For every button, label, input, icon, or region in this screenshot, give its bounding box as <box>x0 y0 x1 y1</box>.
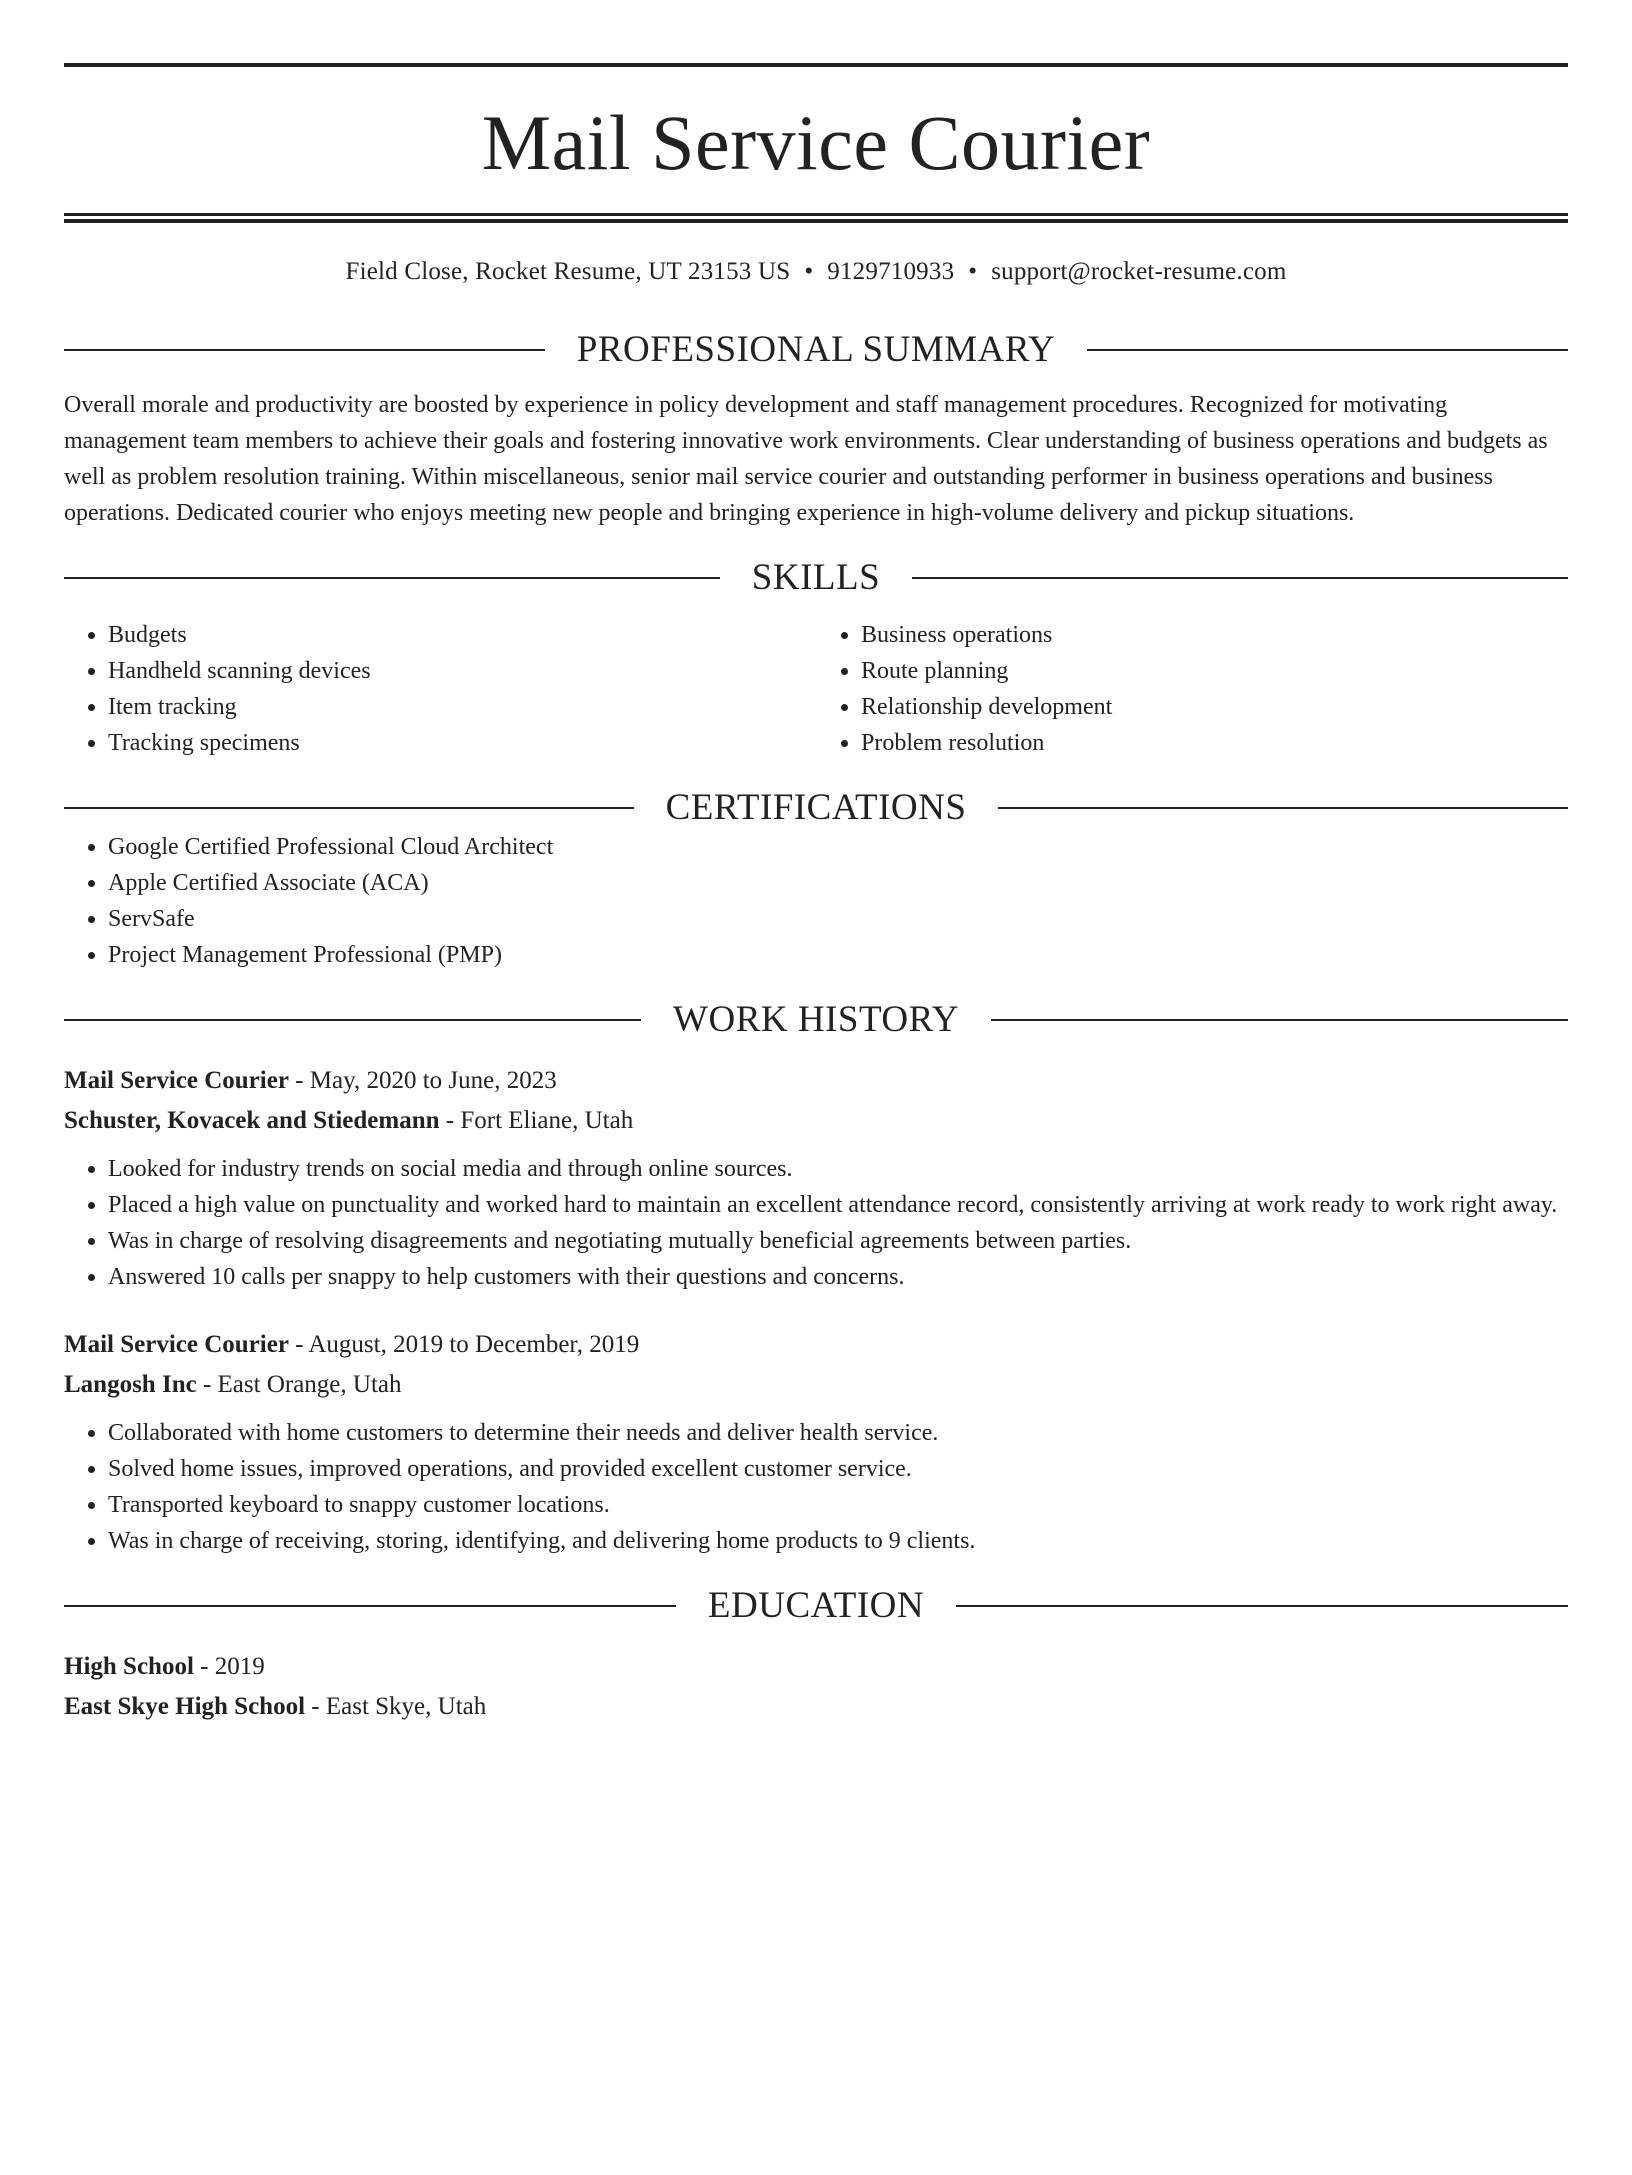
contact-phone: 9129710933 <box>827 258 955 285</box>
contact-separator: • <box>804 258 814 285</box>
skill-item: • Item tracking <box>108 689 815 725</box>
job-duty: • Looked for industry trends on social media and through online sources. <box>108 1151 1568 1187</box>
job-duties-list <box>64 1415 1568 1559</box>
job-role: Mail Service Courier <box>64 1067 289 1094</box>
job-title-line <box>64 1061 1568 1101</box>
candidate-name: Mail Service Courier <box>481 99 1151 186</box>
heading-rule-left <box>64 1605 676 1607</box>
education-entry <box>64 1647 1568 1727</box>
heading-rule-left <box>64 1019 641 1021</box>
certification-item: • Project Management Professional (PMP) <box>108 937 1568 973</box>
section-heading-work-history <box>64 999 1568 1041</box>
job-entry <box>64 1325 1568 1559</box>
section-title: EDUCATION <box>707 1585 925 1626</box>
certifications-list <box>64 829 1568 973</box>
job-company-line <box>64 1365 1568 1405</box>
certification-item: • Google Certified Professional Cloud Architect <box>108 829 1568 865</box>
section-title: PROFESSIONAL SUMMARY <box>576 329 1056 370</box>
skill-item: • Relationship development <box>861 689 1568 725</box>
heading-rule-right <box>956 1605 1568 1607</box>
skill-item: • Problem resolution <box>861 725 1568 761</box>
job-role: Mail Service Courier <box>64 1331 289 1358</box>
skills-column-right <box>815 617 1568 761</box>
certification-item: • ServSafe <box>108 901 1568 937</box>
job-entry <box>64 1061 1568 1295</box>
heading-rule-left <box>64 807 634 809</box>
heading-rule-right <box>1087 349 1568 351</box>
summary-text: Overall morale and productivity are boosted by experience in policy development and staff management procedures. Recognized for motivating management team members to achieve their goals and fostering innovative work environments. Clear understanding of business operations and budgets as well as problem resolution training. Within miscellaneous, senior mail service courier and outstanding performer in business operations and business operations. Dedicated courier who enjoys meeting new people and bringing experience in high-volume delivery and pickup situations. <box>64 392 1548 526</box>
section-heading-summary <box>64 329 1568 371</box>
job-duty: • Placed a high value on punctuality and worked hard to maintain an excellent attendance record, consistently arriving at work ready to work right away. <box>108 1187 1568 1223</box>
heading-rule-left <box>64 349 545 351</box>
contact-line <box>64 257 1568 287</box>
contact-address: Field Close, Rocket Resume, UT 23153 US <box>345 258 791 285</box>
top-rule <box>64 63 1568 67</box>
education-degree-line <box>64 1647 1568 1687</box>
job-title-line <box>64 1325 1568 1365</box>
skill-item: • Route planning <box>861 653 1568 689</box>
education-year: - 2019 <box>193 1653 265 1680</box>
section-heading-education <box>64 1585 1568 1627</box>
education-school-line <box>64 1687 1568 1727</box>
job-duty: • Was in charge of resolving disagreements and negotiating mutually beneficial agreements between parties. <box>108 1223 1568 1259</box>
skill-item: • Business operations <box>861 617 1568 653</box>
skill-item: • Budgets <box>108 617 815 653</box>
heading-rule-right <box>998 807 1568 809</box>
job-dates: - May, 2020 to June, 2023 <box>288 1067 557 1094</box>
skills-list <box>64 617 1568 761</box>
job-location: - East Orange, Utah <box>196 1371 402 1398</box>
section-heading-skills <box>64 557 1568 599</box>
job-dates: - August, 2019 to December, 2019 <box>288 1331 640 1358</box>
section-title: SKILLS <box>751 557 881 598</box>
education-degree: High School <box>64 1653 194 1680</box>
contact-separator: • <box>968 258 978 285</box>
skill-item: • Tracking specimens <box>108 725 815 761</box>
job-location: - Fort Eliane, Utah <box>439 1107 634 1134</box>
certification-item: • Apple Certified Associate (ACA) <box>108 865 1568 901</box>
heading-rule-right <box>912 577 1568 579</box>
job-company: Langosh Inc <box>64 1371 197 1398</box>
heading-rule-right <box>991 1019 1568 1021</box>
job-duty: • Answered 10 calls per snappy to help customers with their questions and concerns. <box>108 1259 1568 1295</box>
section-heading-certifications <box>64 787 1568 829</box>
job-duties-list <box>64 1151 1568 1295</box>
job-duty: • Transported keyboard to snappy customer locations. <box>108 1487 1568 1523</box>
heading-rule-left <box>64 577 720 579</box>
job-duty: • Solved home issues, improved operations, and provided excellent customer service. <box>108 1451 1568 1487</box>
contact-email: support@rocket-resume.com <box>991 258 1287 285</box>
job-company-line <box>64 1101 1568 1141</box>
job-duty: • Was in charge of receiving, storing, identifying, and delivering home products to 9 clients. <box>108 1523 1568 1559</box>
section-title: WORK HISTORY <box>673 999 959 1040</box>
section-title: CERTIFICATIONS <box>665 787 967 828</box>
skill-item: • Handheld scanning devices <box>108 653 815 689</box>
resume-page <box>0 63 1632 2175</box>
job-company: Schuster, Kovacek and Stiedemann <box>64 1107 440 1134</box>
header-double-rule <box>64 213 1568 223</box>
skills-column-left <box>64 617 815 761</box>
education-location: - East Skye, Utah <box>305 1693 487 1720</box>
education-school: East Skye High School <box>64 1693 306 1720</box>
job-duty: • Collaborated with home customers to determine their needs and deliver health service. <box>108 1415 1568 1451</box>
